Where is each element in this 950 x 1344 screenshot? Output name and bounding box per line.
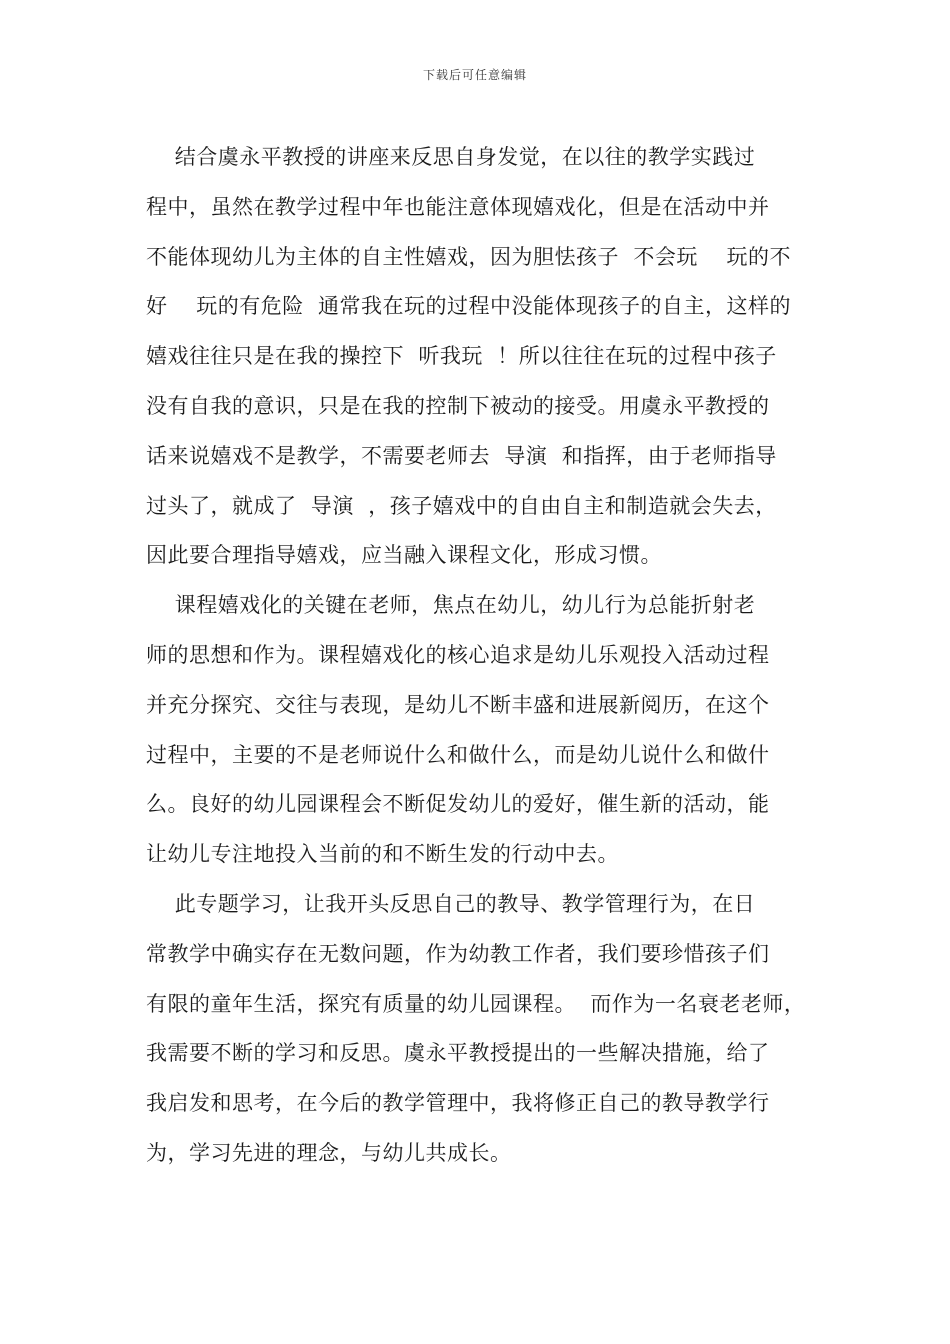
text-line: 过程中，主要的不是老师说什么和做什么，而是幼儿说什么和做什	[146, 742, 770, 767]
text-line: 好 玩的有危险 通常我在玩的过程中没能体现孩子的自主，这样的	[146, 294, 792, 319]
text-line: 有限的童年生活，探究有质量的幼儿园课程。 而作为一名衰老老师，	[146, 991, 806, 1016]
text-line: 并充分探究、交往与表现，是幼儿不断丰盛和进展新阅历，在这个	[146, 692, 770, 717]
header-note: 下载后可任意编辑	[422, 68, 527, 82]
body-text	[146, 133, 816, 1179]
text-line: 么。良好的幼儿园课程会不断促发幼儿的爱好，催生新的活动，能	[146, 792, 770, 817]
text-line: 程中，虽然在教学过程中年也能注意体现嬉戏化，但是在活动中并	[146, 194, 770, 219]
text-line: 为，学习先进的理念，与幼儿共成长。	[146, 1140, 512, 1165]
text-line: 我启发和思考，在今后的教学管理中，我将修正自己的教导教学行	[146, 1091, 770, 1116]
text-line: 课程嬉戏化的关键在老师，焦点在幼儿，幼儿行为总能折射老	[146, 593, 756, 618]
text-line: 过头了，就成了 导演 ，孩子嬉戏中的自由自主和制造就会失去，	[146, 493, 777, 518]
text-line: 嬉戏往往只是在我的操控下 听我玩 ！所以往往在玩的过程中孩子	[146, 344, 777, 369]
text-line: 师的思想和作为。课程嬉戏化的核心追求是幼儿乐观投入活动过程	[146, 642, 770, 667]
text-line: 结合虞永平教授的讲座来反思自身发觉，在以往的教学实践过	[146, 145, 756, 169]
text-line: 常教学中确实存在无数问题，作为幼教工作者，我们要珍惜孩子们	[146, 941, 770, 966]
text-line: 让幼儿专注地投入当前的和不断生发的行动中去。	[146, 842, 619, 867]
text-line: 此专题学习，让我开头反思自己的教导、教学管理行为，在日	[146, 891, 756, 916]
text-line: 我需要不断的学习和反思。虞永平教授提出的一些解决措施，给了	[146, 1041, 770, 1066]
text-line: 因此要合理指导嬉戏，应当融入课程文化，形成习惯。	[146, 543, 662, 568]
text-line: 话来说嬉戏不是教学，不需要老师去 导演 和指挥，由于老师指导	[146, 443, 777, 468]
text-line: 没有自我的意识，只是在我的控制下被动的接受。用虞永平教授的	[146, 393, 770, 418]
text-line: 不能体现幼儿为主体的自主性嬉戏，因为胆怯孩子 不会玩 玩的不	[146, 244, 792, 269]
